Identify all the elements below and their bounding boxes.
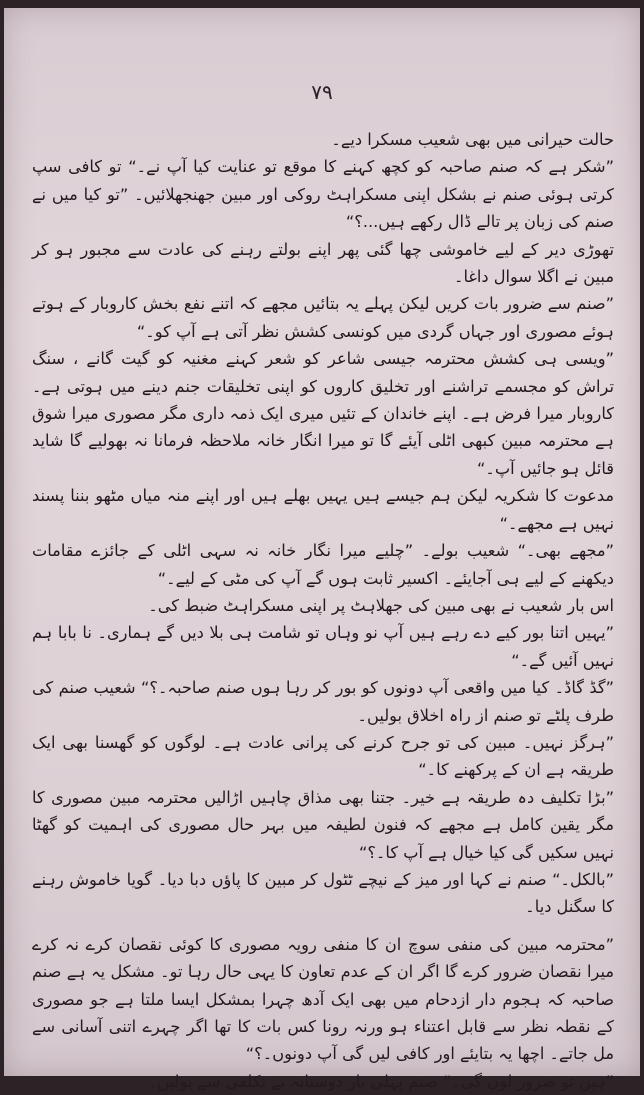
paragraph: ”بالکل۔“ صنم نے کہا اور میز کے نیچے ٹٹول کر مبین کا پاؤں دبا دیا۔ گویا خاموش رہنے کا سگنل دیا۔ xyxy=(32,869,614,917)
paragraph: ”ہرگز نہیں۔ مبین کی تو جرح کرنے کی پرانی عادت ہے۔ لوگوں کو گھسنا بھی ایک طریقہ ہے ان کے پرکھنے کا۔“ xyxy=(32,732,614,780)
paragraph: ”مجھے بھی۔“ شعیب بولے۔ ”چلیے میرا نگار خانہ نہ سہی اٹلی کے جائزے مقامات دیکھنے کے لیے ہی آجایئے۔ اکسیر ثابت ہوں گے آپ کی مٹی کے لیے۔“ xyxy=(32,541,614,588)
paragraph: ”ہیں تو ضرور لوں گی۔“ صنم پہلی بار دوستانہ بے تکلفی سے بولیں۔ xyxy=(147,1071,614,1091)
paragraph: ”بڑا تکلیف دہ طریقہ ہے خیر۔ جتنا بھی مذاق چاہیں اڑالیں محترمہ مبین مصوری کا مگر یقین کامل ہے مجھے کہ فنون لطیفہ میں بہر حال مصوری کی اہمیت کو گھٹا نہیں سکیں گی کیا خیال ہے آپ کا۔؟“ xyxy=(32,787,614,862)
paragraph: ”صنم سے ضرور بات کریں لیکن پہلے یہ بتائیں مجھے کہ اتنے نفع بخش کاروبار کے ہوتے ہوئے مصوری اور جہاں گردی میں کونسی کشش نظر آتی ہے آپ کو۔“ xyxy=(32,294,614,341)
paragraph: تھوڑی دیر کے لیے خاموشی چھا گئی پھر اپنے بولتے رہنے کی عادت سے مجبور ہو کر مبین نے اگلا سوال داغا۔ xyxy=(32,239,614,287)
paragraph: ”ویسی ہی کشش محترمہ جیسی شاعر کو شعر کہنے مغنیہ کو گیت گانے ، سنگ تراش کو مجسمے تراشنے اور تخلیق کاروں کو اپنی تخلیقات جنم دینے میں ہوتی ہے۔ کاروبار میرا فرض ہے۔ اپنے خاندان کے تئیں میری ایک ذمہ داری مگر مصوری میرا شوق ہے محترمہ مبین کبھی اٹلی آیئے گا تو میرا انگار خانہ ملاحظہ فرمانا نہ بھولیے گا شاید قائل ہو جائیں آپ۔“ xyxy=(32,349,614,478)
paragraph: حالت حیرانی میں بھی شعیب مسکرا دیے۔ xyxy=(331,130,614,149)
paragraph: ”گڈ گاڈ۔ کیا میں واقعی آپ دونوں کو بور کر رہا ہوں صنم صاحبہ۔؟“ شعیب صنم کی طرف پلٹے تو صنم از راہ اخلاق بولیں۔ xyxy=(32,678,614,725)
paragraph: ”شکر ہے کہ صنم صاحبہ کو کچھ کہنے کا موقع تو عنایت کیا آپ نے۔“ تو کافی سپ کرتی ہوئی صنم نے بشکل اپنی مسکراہٹ روکی اور مبین جھنجھلائیں۔ ”تو کیا میں نے صنم کی زبان پر تالے ڈال رکھے ہیں...؟“ xyxy=(32,157,614,232)
page-number: ۷۹ xyxy=(311,80,333,104)
paragraph: مدعوت کا شکریہ لیکن ہم جیسے ہیں یہیں بھلے ہیں اور اپنے منہ میاں مٹھو بننا پسند نہیں ہے مجھے۔“ xyxy=(32,486,614,533)
paragraph: ”یہیں اتنا بور کیے دے رہے ہیں آپ نو وہاں تو شامت ہی بلا دیں گے ہماری۔ نا بابا ہم نہیں آئیں گے۔“ xyxy=(32,623,614,670)
paragraph: اس بار شعیب نے بھی مبین کی جھلاہٹ پر اپنی مسکراہٹ ضبط کی۔ xyxy=(148,595,614,615)
body-text xyxy=(32,126,614,1095)
paragraph: ”محترمہ مبین کی منفی سوچ ان کا منفی رویہ مصوری کا کوئی نقصان کرے نہ کرے میرا نقصان ضرور کرے گا اگر ان کے عدم تعاون کا یہی حال رہا تو۔ مشکل یہ ہے صنم صاحبہ کہ ہجوم دار ازدحام میں بھی ایک آدھ چہرا بمشکل ایسا ملتا ہے جو مصوری کے نقطہ نظر سے قابل اعتناء ہو ورنہ رونا کس بات کا تھا اگر چہرے اتنی آسانی سے مل جاتے۔ اچھا یہ بتایئے اور کافی لیں گی آپ دونوں۔؟“ xyxy=(32,934,614,1064)
book-page xyxy=(4,8,640,1091)
